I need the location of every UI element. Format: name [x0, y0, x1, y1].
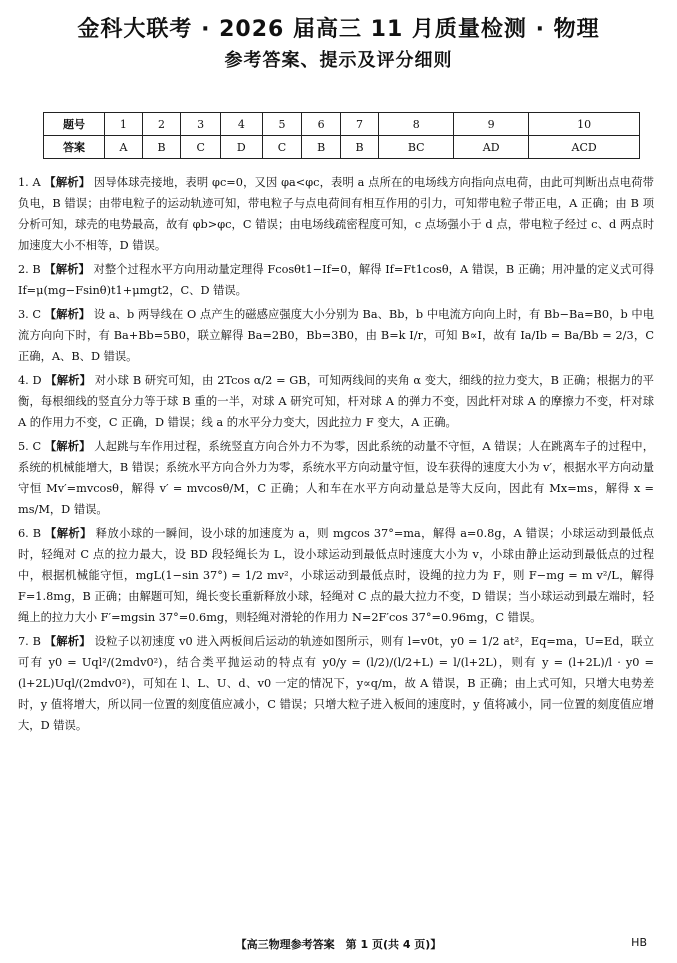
answer-cell: AD	[454, 136, 529, 159]
answer-cell: BC	[379, 136, 454, 159]
solution-text: 因导体球壳接地，表明 φc=0，又因 φa<φc，表明 a 点所在的电场线方向指向点电荷，由此可判断出点电荷带负电，B 错误；由带电粒子的运动轨迹可知，带电粒子与点电荷间有相互作用的引力，可知带电粒子带正电，A 正确；由 B 项分析可知，球壳的电势最高，故有 φb>φc，C 错误；由电场线疏密程度可知，c 点场强小于 d 点，带电粒子经过 c、d 两点时加速度大小不相等，D 错误。	[18, 176, 654, 252]
table-head-answer: 答案	[44, 136, 105, 159]
solution-item	[18, 436, 654, 520]
analysis-tag: 【解析】	[44, 635, 91, 648]
answer-cell: C	[181, 136, 221, 159]
solution-text: 设粒子以初速度 v0 进入两板间后运动的轨迹如图所示，则有 l=v0t，y0 = 1/2 at²，Eq=ma，U=Ed，联立可有 y0 = Uql²/(2mdv0²)，结合类平抛运动的特点有 y0/y = (l/2)/(l/2+L) = l/(l+2L)，则有 y = (l+2L)/l · y0 = (l+2L)Uql/(2mdv0²)，可知在 l、L、U、d、v0 一定的情况下，y∝q/m，故 A 错误，B 正确；由上式可知，只增大电势差时，y 值将增大，所以同一位置的刻度值应减小，C 错误；只增大粒子进入板间的速度时，y 值将减小，同一位置的刻度值应增大，D 错误。	[18, 635, 655, 732]
answer-cell: ACD	[529, 136, 640, 159]
question-number: 10	[529, 113, 640, 136]
analysis-tag: 【解析】	[45, 527, 92, 540]
solution-item	[18, 259, 654, 301]
answer-cell: C	[262, 136, 302, 159]
table-row-numbers	[44, 113, 640, 136]
analysis-tag: 【解析】	[44, 308, 91, 321]
solution-text: 人起跳与车作用过程，系统竖直方向合外力不为零，因此系统的动量不守恒，A 错误；人在跳离车子的过程中，系统的机械能增大，B 错误；系统水平方向合外力为零，系统水平方向动量守恒，设车获得的速度大小为 v′，根据水平方向动量守恒 Mv′=mvcosθ，解得 v′ = mvcosθ/M，C 正确；人和车在水平方向动量总是等大反向，因此有 Mx=ms，解得 x = ms/M，D 错误。	[18, 440, 654, 516]
question-number: 6	[302, 113, 340, 136]
table-row-answers	[44, 136, 640, 159]
answer-cell: A	[105, 136, 143, 159]
solution-text: 对小球 B 研究可知，由 2Tcos α/2 = GB，可知两线间的夹角 α 变大，细线的拉力变大，B 正确；根据力的平衡，每根细线的竖直分力等于球 B 重的一半，对球 A 研究可知，杆对球 A 的弹力不变，因此杆对球 A 的摩擦力不变，杆对球 A 的作用力不变，C 正确，D 错误；线 a 的水平分力变大，因此拉力 F 变大，A 正确。	[18, 374, 654, 429]
solution-text: 对整个过程水平方向用动量定理得 Fcosθt1−If=0，解得 If=Ft1cosθ，A 错误，B 正确；用冲量的定义式可得 If=μ(mg−Fsinθ)t1+μmgt2，C、D 错误。	[18, 263, 655, 297]
analysis-tag: 【解析】	[44, 176, 91, 189]
question-number: 1	[105, 113, 143, 136]
solution-item	[18, 370, 654, 433]
page-footer: 【高三物理参考答案 第 1 页(共 4 页)】	[235, 938, 442, 951]
solution-item	[18, 304, 654, 367]
analysis-tag: 【解析】	[45, 374, 92, 387]
solution-label: 1. A	[18, 176, 41, 189]
analysis-tag: 【解析】	[44, 263, 90, 276]
solution-label: 5. C	[18, 440, 42, 453]
solution-label: 6. B	[18, 527, 42, 540]
solution-item	[18, 172, 654, 256]
footer-code: HB	[631, 936, 647, 949]
table-head-number: 题号	[44, 113, 105, 136]
solution-item	[18, 523, 654, 628]
solution-label: 7. B	[18, 635, 41, 648]
question-number: 4	[221, 113, 263, 136]
solution-text: 设 a、b 两导线在 O 点产生的磁感应强度大小分别为 Ba、Bb，b 中电流方向向上时，有 Bb−Ba=B0，b 中电流方向向下时，有 Ba+Bb=5B0，联立解得 Ba=2B0，Bb=3B0，由 B=k I/r，可知 B∝I，故有 Ia/Ib = Ba/Bb = 2/3，C 正确，A、B、D 错误。	[18, 308, 654, 363]
question-number: 2	[142, 113, 180, 136]
document-title: 金科大联考 · 2026 届高三 11 月质量检测 · 物理	[77, 17, 600, 42]
question-number: 9	[454, 113, 529, 136]
solution-label: 3. C	[18, 308, 42, 321]
question-number: 7	[340, 113, 378, 136]
answer-table	[43, 112, 640, 159]
solution-text: 释放小球的一瞬间，设小球的加速度为 a，则 mgcos 37°=ma，解得 a=0.8g，A 错误；小球运动到最低点时，轻绳对 C 点的拉力最大，设 BD 段轻绳长为 L，设小球运动到最低点时速度大小为 v，小球由静止运动到最低点的过程中，根据机械能守恒，mgL(1−sin 37°) = 1/2 mv²，小球运动到最低点时，设绳的拉力为 F，则 F−mg = m v²/L，解得 F=1.8mg，B 正确；由解题可知，绳长变长重新释放小球，轻绳对 C 点的最大拉力不变，D 错误；当小球运动到最左端时，轻绳上的拉力大小 F′=mgsin 37°=0.6mg，则轻绳对滑轮的作用力 N=2F′cos 37°=0.96mg，C 错误。	[18, 527, 654, 624]
question-number: 5	[262, 113, 302, 136]
answer-cell: B	[302, 136, 340, 159]
answer-cell: D	[221, 136, 263, 159]
solutions-body	[18, 172, 654, 739]
analysis-tag: 【解析】	[44, 440, 91, 453]
solution-label: 2. B	[18, 263, 41, 276]
question-number: 3	[181, 113, 221, 136]
answer-cell: B	[340, 136, 378, 159]
solution-item	[18, 631, 654, 736]
question-number: 8	[379, 113, 454, 136]
answer-cell: B	[142, 136, 180, 159]
solution-label: 4. D	[18, 374, 42, 387]
document-subtitle: 参考答案、提示及评分细则	[224, 50, 453, 71]
